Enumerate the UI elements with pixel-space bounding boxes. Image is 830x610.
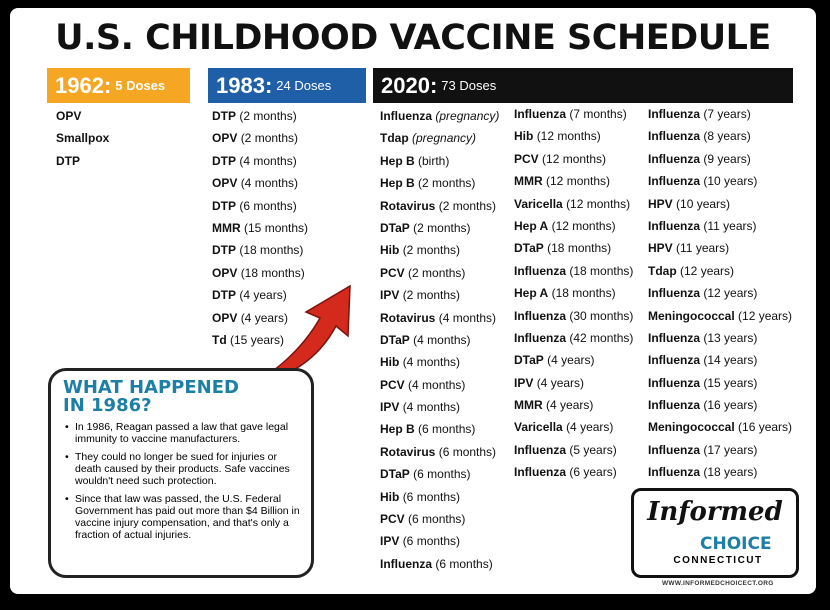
vaccine-item: [380, 307, 499, 329]
vaccine-name: IPV: [380, 534, 400, 549]
vaccine-age: (4 months): [402, 400, 461, 415]
vaccine-item: [514, 461, 633, 483]
vaccine-name: PCV: [380, 377, 405, 392]
vaccine-age: (15 years): [703, 375, 758, 390]
vaccine-item: [212, 172, 308, 194]
vaccine-age: (pregnancy): [412, 131, 477, 146]
vaccine-item: [380, 396, 499, 418]
vaccine-age: (4 years): [566, 420, 614, 435]
vaccine-age: (4 months): [408, 377, 466, 392]
vaccine-item: [514, 237, 633, 259]
vaccine-age: (42 months): [569, 330, 634, 345]
vaccine-name: IPV: [380, 288, 400, 303]
vaccine-name: MMR: [514, 398, 543, 413]
vaccine-age: (6 months): [435, 556, 493, 571]
vaccine-item: [380, 284, 499, 306]
vaccine-age: (9 years): [703, 151, 751, 166]
vaccine-name: Influenza: [380, 556, 433, 571]
vaccine-name: Hib: [380, 243, 400, 258]
box-bullet: • They could no longer be sued for injuries or death caused by their products. Safe vaccines wouldn't need such protection.: [71, 451, 301, 487]
vaccine-age: (2 months): [413, 220, 471, 235]
vaccine-name: Smallpox: [56, 131, 110, 146]
vaccine-item: [212, 127, 308, 149]
vaccine-item: [648, 215, 792, 237]
vaccine-name: PCV: [380, 265, 405, 280]
vaccine-name: Influenza: [648, 129, 701, 144]
vaccine-age: (18 years): [703, 465, 758, 480]
vaccine-age: (12 months): [536, 129, 601, 144]
box-title-line2: IN 1986?: [63, 395, 152, 416]
logo-url: WWW.INFORMEDCHOICECT.ORG: [662, 580, 774, 587]
vaccine-age: (12 months): [546, 174, 611, 189]
vaccine-item: [380, 172, 499, 194]
vaccine-name: Hep B: [380, 176, 415, 191]
vaccine-name: HPV: [648, 196, 673, 211]
logo-informed: Informed: [647, 497, 783, 527]
vaccine-name: Meningococcal: [648, 420, 735, 435]
vaccine-item: [380, 374, 499, 396]
vaccine-item: [380, 418, 499, 440]
vaccine-age: (birth): [418, 153, 450, 168]
vaccine-name: Td: [212, 332, 227, 347]
vaccine-age: (11 years): [676, 241, 730, 256]
vaccine-age: (18 months): [569, 263, 634, 278]
vaccine-name: DTP: [212, 288, 236, 303]
vaccine-item: [648, 193, 792, 215]
vaccine-name: Influenza: [648, 151, 701, 166]
vaccine-age: (7 years): [703, 107, 751, 121]
vaccine-item: [212, 239, 308, 261]
vaccine-item: [648, 439, 792, 461]
box-bullet: • In 1986, Reagan passed a law that gave legal immunity to vaccine manufacturers.: [71, 421, 301, 445]
vaccine-age: (16 years): [703, 398, 758, 413]
vaccine-name: Rotavirus: [380, 310, 436, 325]
vaccine-name: PCV: [514, 151, 539, 166]
vaccine-age: (10 years): [703, 174, 758, 189]
vaccine-name: Tdap: [648, 263, 677, 278]
vaccine-item: [514, 170, 633, 192]
vaccine-item: [648, 461, 792, 483]
header-2020-doses: 73 Doses: [441, 78, 497, 93]
vaccine-name: DTaP: [380, 467, 410, 482]
vaccine-item: [380, 486, 499, 508]
vaccine-item: [514, 282, 633, 304]
vaccine-age: (12 months): [566, 196, 631, 211]
vaccine-name: Influenza: [648, 375, 701, 390]
vaccine-name: MMR: [212, 220, 241, 235]
header-1983-year: 1983:: [216, 72, 273, 98]
vaccine-age: (12 years): [703, 286, 758, 301]
vaccine-item: [380, 195, 499, 217]
header-1983-doses: 24 Doses: [276, 78, 332, 93]
vaccine-item: [514, 372, 633, 394]
logo-choice: CHOICE: [700, 534, 772, 554]
logo-connecticut: CONNECTICUT: [673, 555, 763, 566]
vaccine-name: Influenza: [514, 263, 567, 278]
vaccine-name: Influenza: [380, 109, 433, 123]
vaccine-name: Varicella: [514, 420, 563, 435]
vaccine-age: (17 years): [703, 442, 758, 457]
vaccine-age: (12 months): [542, 151, 607, 166]
vaccine-item: [514, 148, 633, 170]
vaccine-name: Rotavirus: [380, 444, 436, 459]
vaccine-item: [514, 260, 633, 282]
vaccine-item: [514, 327, 633, 349]
vaccine-name: DTP: [56, 153, 80, 168]
vaccine-item: [380, 239, 499, 261]
vaccine-age: (15 months): [244, 220, 309, 235]
vaccine-item: [56, 127, 109, 149]
vaccine-name: DTP: [212, 109, 236, 123]
vaccine-age: (7 months): [569, 107, 627, 121]
vaccine-name: DTaP: [380, 332, 410, 347]
vaccine-name: Hib: [380, 489, 400, 504]
header-1962-year: 1962:: [55, 72, 112, 98]
vaccine-age: (14 years): [703, 353, 758, 368]
vaccine-name: Hep B: [380, 153, 415, 168]
vaccine-age: (4 months): [402, 355, 461, 370]
vaccine-item: [648, 372, 792, 394]
vaccine-name: DTaP: [514, 353, 544, 368]
vaccine-name: Influenza: [648, 218, 701, 233]
vaccine-item: [648, 170, 792, 192]
vaccine-age: (6 months): [418, 422, 476, 437]
vaccine-name: IPV: [514, 375, 534, 390]
vaccine-item: [380, 217, 499, 239]
vaccine-age: (6 months): [408, 512, 466, 527]
vaccine-name: Influenza: [648, 174, 701, 189]
vaccine-name: Tdap: [380, 131, 409, 146]
vaccine-age: (2 months): [239, 109, 297, 123]
vaccine-name: Meningococcal: [648, 308, 735, 323]
what-happened-box: [48, 368, 314, 578]
vaccine-item: [380, 105, 499, 127]
vaccine-name: Influenza: [648, 442, 701, 457]
vaccine-name: Varicella: [514, 196, 563, 211]
vaccine-age: (5 years): [569, 442, 617, 457]
vaccine-name: OPV: [212, 131, 238, 146]
informed-choice-logo: [631, 488, 799, 578]
vaccine-item: [514, 349, 633, 371]
vaccine-name: OPV: [212, 265, 238, 280]
vaccine-item: [380, 262, 499, 284]
vaccine-name: Influenza: [514, 330, 567, 345]
vaccine-item: [648, 237, 792, 259]
vaccine-age: (30 months): [569, 308, 634, 323]
infographic-frame: [10, 8, 816, 594]
vaccine-name: DTP: [212, 198, 236, 213]
vaccine-age: (18 months): [547, 241, 612, 256]
vaccine-item: [56, 105, 109, 127]
vaccine-name: Hep A: [514, 218, 549, 233]
vaccine-name: IPV: [380, 400, 400, 415]
vaccine-age: (6 months): [438, 444, 497, 459]
vaccine-age: (4 years): [239, 288, 287, 303]
vaccine-item: [380, 329, 499, 351]
vaccine-age: (6 months): [402, 534, 461, 549]
vaccine-age: (15 years): [230, 332, 285, 347]
vaccine-name: MMR: [514, 174, 543, 189]
vaccine-age: (12 months): [551, 218, 616, 233]
vaccine-name: Influenza: [648, 286, 701, 301]
vaccine-age: (2 months): [402, 243, 461, 258]
vaccine-item: [212, 150, 308, 172]
vaccine-age: (4 years): [546, 398, 594, 413]
vaccine-item: [514, 215, 633, 237]
vaccine-name: OPV: [56, 109, 82, 123]
vaccine-name: Influenza: [648, 107, 701, 121]
vaccine-item: [514, 305, 633, 327]
vaccine-name: Influenza: [514, 465, 567, 480]
vaccine-item: [514, 394, 633, 416]
vaccine-age: (4 years): [547, 353, 595, 368]
vaccine-item: [648, 125, 792, 147]
vaccine-item: [212, 195, 308, 217]
header-2020-year: 2020:: [381, 72, 438, 98]
vaccine-name: PCV: [380, 512, 405, 527]
vaccine-item: [380, 127, 499, 149]
vaccine-name: Influenza: [514, 442, 567, 457]
vaccine-item: [56, 150, 109, 172]
vaccine-name: DTaP: [380, 220, 410, 235]
vaccine-item: [514, 103, 633, 125]
vaccine-name: Rotavirus: [380, 198, 436, 213]
list-2020-col1: [380, 105, 499, 575]
vaccine-item: [648, 282, 792, 304]
vaccine-age: (2 months): [418, 176, 476, 191]
vaccine-age: (4 years): [240, 310, 289, 325]
vaccine-age: (4 months): [413, 332, 471, 347]
vaccine-age: (6 months): [413, 467, 471, 482]
vaccine-age: (4 years): [536, 375, 585, 390]
vaccine-item: [648, 305, 792, 327]
vaccine-item: [648, 103, 792, 125]
vaccine-name: Influenza: [514, 107, 567, 121]
vaccine-item: [648, 416, 792, 438]
vaccine-age: (6 months): [239, 198, 297, 213]
vaccine-age: (2 months): [240, 131, 299, 146]
vaccine-item: [514, 193, 633, 215]
box-title: [63, 379, 301, 415]
vaccine-item: [648, 349, 792, 371]
vaccine-name: OPV: [212, 310, 238, 325]
header-2020: [373, 68, 793, 103]
vaccine-age: (2 months): [408, 265, 466, 280]
vaccine-name: Influenza: [648, 398, 701, 413]
vaccine-item: [212, 217, 308, 239]
vaccine-item: [380, 441, 499, 463]
vaccine-name: Hib: [514, 129, 534, 144]
vaccine-age: (6 years): [569, 465, 617, 480]
box-title-line1: WHAT HAPPENED: [63, 377, 239, 398]
header-1962: [47, 68, 190, 103]
box-bullet: • Since that law was passed, the U.S. Federal Government has paid out more than $4 Billion in vaccine injury compensation, and that's only a fraction of actual injuries.: [71, 493, 301, 541]
vaccine-age: (18 months): [239, 243, 304, 258]
vaccine-name: DTP: [212, 243, 236, 258]
page-title: U.S. CHILDHOOD VACCINE SCHEDULE: [55, 18, 771, 58]
vaccine-name: Influenza: [648, 353, 701, 368]
list-2020-col3: [648, 103, 792, 484]
vaccine-name: HPV: [648, 241, 673, 256]
vaccine-item: [380, 530, 499, 552]
vaccine-name: DTP: [212, 153, 236, 168]
vaccine-age: (18 months): [551, 286, 616, 301]
header-1983: [208, 68, 366, 103]
vaccine-age: (pregnancy): [435, 109, 500, 123]
vaccine-item: [514, 439, 633, 461]
vaccine-age: (2 months): [438, 198, 497, 213]
vaccine-item: [514, 125, 633, 147]
vaccine-age: (4 months): [240, 176, 299, 191]
vaccine-item: [648, 327, 792, 349]
vaccine-name: OPV: [212, 176, 238, 191]
vaccine-age: (8 years): [703, 129, 751, 144]
vaccine-name: DTaP: [514, 241, 544, 256]
vaccine-age: (10 years): [676, 196, 731, 211]
vaccine-age: (12 years): [680, 263, 735, 278]
vaccine-age: (6 months): [402, 489, 461, 504]
vaccine-item: [648, 260, 792, 282]
vaccine-age: (18 months): [240, 265, 305, 280]
vaccine-item: [648, 148, 792, 170]
vaccine-age: (2 months): [402, 288, 461, 303]
vaccine-name: Hep A: [514, 286, 549, 301]
list-2020-col2: [514, 103, 633, 484]
vaccine-item: [212, 105, 308, 127]
vaccine-age: (16 years): [738, 420, 793, 435]
list-1962: [56, 105, 109, 172]
vaccine-age: (4 months): [438, 310, 497, 325]
vaccine-age: (12 years): [738, 308, 793, 323]
vaccine-age: (4 months): [239, 153, 297, 168]
vaccine-name: Influenza: [648, 465, 701, 480]
vaccine-name: Hib: [380, 355, 400, 370]
vaccine-item: [380, 508, 499, 530]
vaccine-name: Influenza: [648, 330, 701, 345]
vaccine-item: [648, 394, 792, 416]
vaccine-item: [380, 463, 499, 485]
vaccine-age: (11 years): [703, 218, 757, 233]
vaccine-item: [380, 553, 499, 575]
vaccine-item: [380, 150, 499, 172]
vaccine-item: [514, 416, 633, 438]
vaccine-item: [380, 351, 499, 373]
vaccine-name: Influenza: [514, 308, 567, 323]
header-1962-doses: 5 Doses: [115, 78, 166, 93]
vaccine-age: (13 years): [703, 330, 758, 345]
box-bullets: [63, 421, 301, 541]
vaccine-name: Hep B: [380, 422, 415, 437]
